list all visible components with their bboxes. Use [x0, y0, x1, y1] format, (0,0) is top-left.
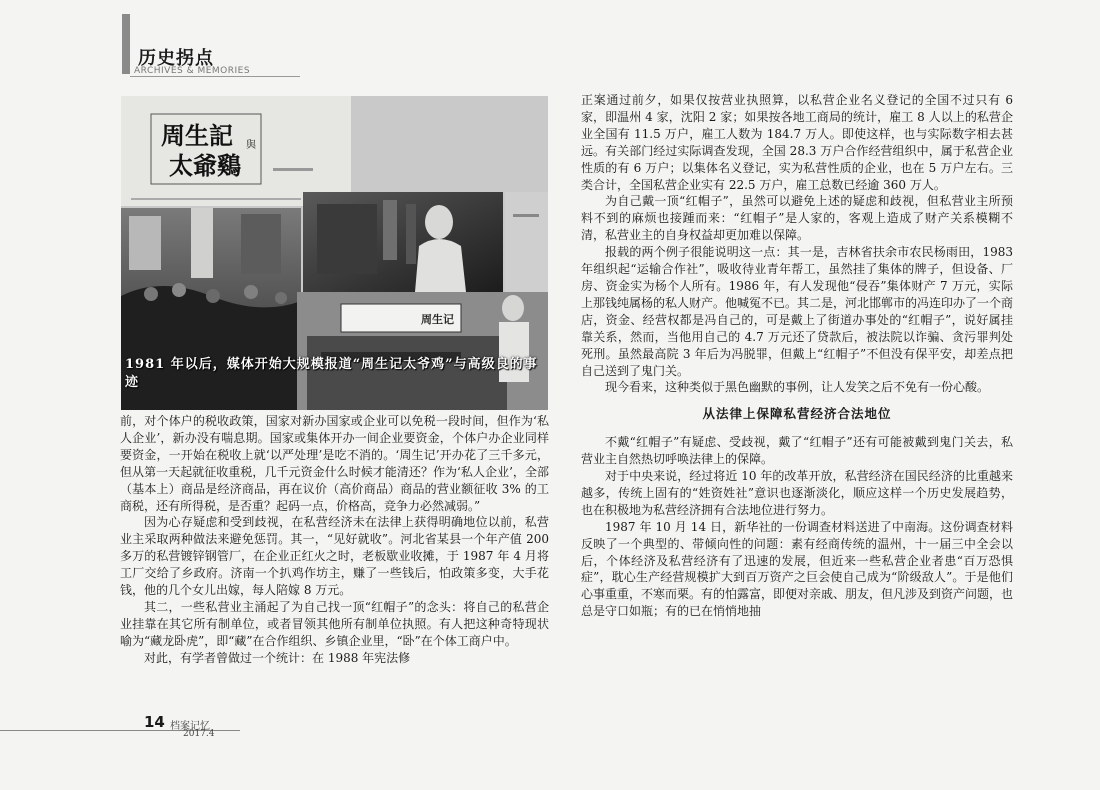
left-paragraph: 因为心存疑虑和受到歧视，在私营经济未在法律上获得明确地位以前，私营业主采取两种做法来避免惩罚。其一，“见好就收”。河北省某县一个年产值 200 多万的私营镀锌钢管厂，在企业正红火之时，老板歇业收摊，于 1987 年 4 月将工厂交给了乡政府。济南一个扒鸡作坊主，赚了一些钱后，怕政策多变，大手花钱，他的几个女儿出嫁，每人陪嫁 8 万元。	[120, 515, 549, 598]
right-paragraph: 报载的两个例子很能说明这一点：其一是，吉林省扶余市农民杨雨田，1983 年组织起“运输合作社”，吸收待业青年帮工，虽然挂了集体的牌子，但设备、厂房、资金实为杨个人所有。1986 年，有人发现他“侵吞”集体财产 7 万元，实际上那钱纯属杨的私人财产。他喊冤不已。其二是，河北邯郸市的冯连印办了一个商店，资金、经营权都是冯自己的，可是戴上了街道办事处的“红帽子”，说好属挂靠关系，然而，当他用自己的 4.7 万元还了贷款后，被法院以诈骗、贪污罪判处死刑。虽然最高院 3 年后为冯脱罪，但戴上“红帽子”不但没有保平安，却差点把自己送到了鬼门关。	[581, 245, 1014, 378]
journal-name: 档案记忆	[170, 721, 210, 732]
right-paragraph: 不戴“红帽子”有疑虑、受歧视，戴了“红帽子”还有可能被戴到鬼门关去，私营业主自然热切呼唤法律上的保障。	[581, 435, 1013, 467]
headline-line2: 太爺鷄	[169, 151, 241, 180]
right-paragraph: 正案通过前夕，如果仅按营业执照算，以私营企业名义登记的全国不过只有 6 家，即温州 4 家，沈阳 2 家；如果按各地工商局的统计，雇工 8 人以上的私营企业全国有 11.5 万户，雇工人数为 184.7 万人。即使这样，也与实际数字相去甚远。有关部门经过实际调查发现，全国 28.3 万户合作经营组织中，属于私营企业性质的有 6 万户；以集体名义登记，实为私营性质的企业，也在 5 万户左右。三类合计，全国私营企业实有 22.5 万户，雇工总数已经逾 360 万人。	[581, 93, 1013, 192]
left-paragraph: 其二，一些私营业主涌起了为自己找一顶“红帽子”的念头：将自己的私营企业挂靠在其它所有制单位，或者冒领其他所有制单位执照。有人把这种奇特现状喻为“藏龙卧虎”，即“藏”在合作组织、乡镇企业里，“卧”在个体工商户中。	[120, 599, 549, 648]
shop-sign-text: 周生记	[421, 313, 454, 326]
header-divider	[130, 76, 300, 77]
page-number: 14	[144, 713, 165, 731]
right-paragraph: 为自己戴一顶“红帽子”，虽然可以避免上述的疑虑和歧视，但私营业主所预料不到的麻烦也接踵而来：“红帽子”是人家的，客观上造成了财产关系模糊不清，私营业主的自身权益却更加难以保障。	[581, 194, 1013, 243]
issue-number: 2017.4	[183, 729, 215, 739]
section-title: 历史拐点	[138, 48, 214, 69]
photo-caption: 1981 年以后，媒体开始大规模报道“周生记太爷鸡”与高级良的事迹	[125, 357, 538, 390]
right-paragraph: 对于中央来说，经过将近 10 年的改革开放，私营经济在国民经济的比重越来越多，传统上固有的“姓资姓社”意识也逐渐淡化，顺应这样一个历史发展趋势，也在积极地为私营经济拥有合法地位进行努力。	[581, 469, 1013, 517]
left-column	[120, 413, 549, 667]
header-accent-bar	[122, 14, 130, 74]
left-paragraph: 对此，有学者曾做过一个统计：在 1988 年宪法修	[144, 650, 411, 665]
right-paragraph: 1987 年 10 月 14 日，新华社的一份调查材料送进了中南海。这份调查材料反映了一个典型的、带倾向性的问题：素有经商传统的温州，十一届三中全会以后，个体经济及私营经济有了迅速的发展，但近来一些私营企业者患“百万恐惧症”，耽心生产经营规模扩大到百万资产之巨会使自己成为“阶级敌人”。于是他们心事重重，不寒而栗。有的怕露富，即便对亲戚、朋友，但凡涉及到资产问题，也总是守口如瓶；有的已在悄悄地抽	[581, 519, 1014, 619]
left-paragraph: 前，对个体户的税收政策，国家对新办国家或企业可以免税一段时间，但作为‘私人企业’，新办没有喘息期。国家或集体开办一间企业要资金，个体户办企业同样要资金，一开始在税收上就‘以严处理’是吃不消的。‘周生记’开办花了三千多元，但从第一天起就征收重税，几千元资金什么时候才能清还？作为‘私人企业’，全部（基本上）商品是经济商品，再在议价（高价商品）商品的营业额征收 3% 的工商税，还有所得税，是否重？起码一点，价格高，竞争力必然减弱。”	[120, 414, 549, 513]
right-column	[581, 92, 1013, 620]
headline-line1: 周生記	[161, 121, 233, 150]
headline-and: 與	[246, 140, 256, 151]
section-subtitle: ARCHIVES & MEMORIES	[134, 66, 251, 76]
section-heading: 从法律上保障私营经济合法地位	[702, 406, 892, 422]
right-paragraph: 现今看来，这种类似于黑色幽默的事例，让人发笑之后不免有一份心酸。	[605, 380, 990, 395]
